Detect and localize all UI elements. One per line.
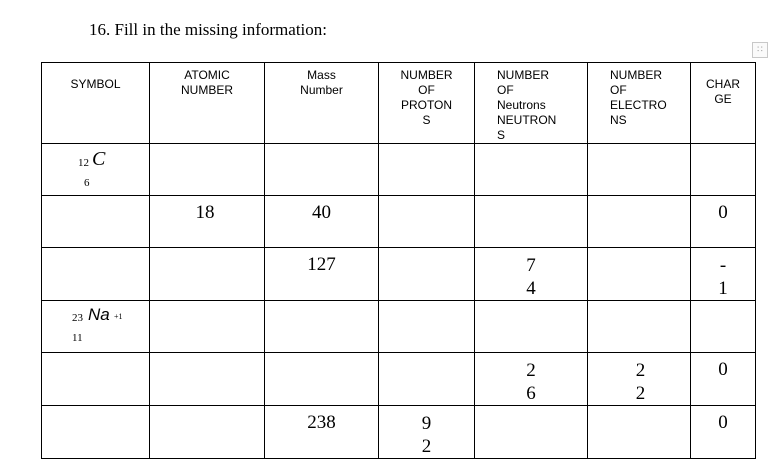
header-electrons: NUMBER OF ELECTRO NS <box>588 63 691 144</box>
symbol-cell[interactable] <box>42 144 150 196</box>
atomic-number-cell[interactable]: 18 <box>150 196 265 248</box>
symbol-atomic: 11 <box>72 332 83 344</box>
header-symbol: SYMBOL <box>42 63 150 144</box>
symbol-cell[interactable] <box>42 196 150 248</box>
symbol-mass: 12 <box>78 157 89 169</box>
electrons-cell[interactable] <box>588 248 691 301</box>
atomic-number-cell[interactable] <box>150 353 265 406</box>
neutrons-cell[interactable]: 7 4 <box>475 248 588 301</box>
charge-cell[interactable]: 0 <box>691 406 756 459</box>
header-neutrons: NUMBER OF Neutrons NEUTRON S <box>475 63 588 144</box>
atomic-number-cell[interactable] <box>150 248 265 301</box>
header-mass-number: Mass Number <box>265 63 379 144</box>
protons-cell[interactable] <box>379 144 475 196</box>
atomic-number-cell[interactable] <box>150 301 265 353</box>
atomic-number-cell[interactable] <box>150 406 265 459</box>
mass-number-cell[interactable]: 40 <box>265 196 379 248</box>
neutrons-cell[interactable] <box>475 301 588 353</box>
mass-number-cell[interactable] <box>265 353 379 406</box>
charge-cell[interactable] <box>691 144 756 196</box>
protons-cell[interactable] <box>379 301 475 353</box>
neutrons-cell[interactable] <box>475 196 588 248</box>
charge-cell[interactable] <box>691 301 756 353</box>
atomic-info-table <box>41 62 756 459</box>
electrons-cell[interactable]: 2 2 <box>588 353 691 406</box>
table-row <box>42 353 756 406</box>
table-row <box>42 301 756 353</box>
mass-number-cell[interactable]: 238 <box>265 406 379 459</box>
symbol-cell[interactable] <box>42 248 150 301</box>
charge-cell[interactable]: 0 <box>691 196 756 248</box>
symbol-charge: +1 <box>114 312 123 321</box>
symbol-atomic: 6 <box>84 177 90 189</box>
header-atomic-number: ATOMIC NUMBER <box>150 63 265 144</box>
table-row <box>42 196 756 248</box>
protons-cell[interactable]: 9 2 <box>379 406 475 459</box>
electrons-cell[interactable] <box>588 406 691 459</box>
table-row <box>42 406 756 459</box>
table-header-row <box>42 63 756 144</box>
mass-number-cell[interactable] <box>265 301 379 353</box>
symbol-cell[interactable] <box>42 301 150 353</box>
symbol-element: Na <box>88 305 110 324</box>
move-handle-icon[interactable]: ∷ <box>752 42 768 58</box>
symbol-cell[interactable] <box>42 406 150 459</box>
electrons-cell[interactable] <box>588 144 691 196</box>
neutrons-cell[interactable] <box>475 144 588 196</box>
charge-cell[interactable]: 0 <box>691 353 756 406</box>
neutrons-cell[interactable] <box>475 406 588 459</box>
atomic-number-cell[interactable] <box>150 144 265 196</box>
table-row <box>42 144 756 196</box>
symbol-cell[interactable] <box>42 353 150 406</box>
mass-number-cell[interactable]: 127 <box>265 248 379 301</box>
charge-cell[interactable]: - 1 <box>691 248 756 301</box>
electrons-cell[interactable] <box>588 196 691 248</box>
protons-cell[interactable] <box>379 353 475 406</box>
electrons-cell[interactable] <box>588 301 691 353</box>
question-title: 16. Fill in the missing information: <box>89 20 327 39</box>
header-protons: NUMBER OF PROTON S <box>379 63 475 144</box>
protons-cell[interactable] <box>379 248 475 301</box>
table-row <box>42 248 756 301</box>
protons-cell[interactable] <box>379 196 475 248</box>
symbol-element: C <box>92 148 106 170</box>
mass-number-cell[interactable] <box>265 144 379 196</box>
symbol-mass: 23 <box>72 312 83 324</box>
header-charge: CHAR GE <box>691 63 756 144</box>
neutrons-cell[interactable]: 2 6 <box>475 353 588 406</box>
